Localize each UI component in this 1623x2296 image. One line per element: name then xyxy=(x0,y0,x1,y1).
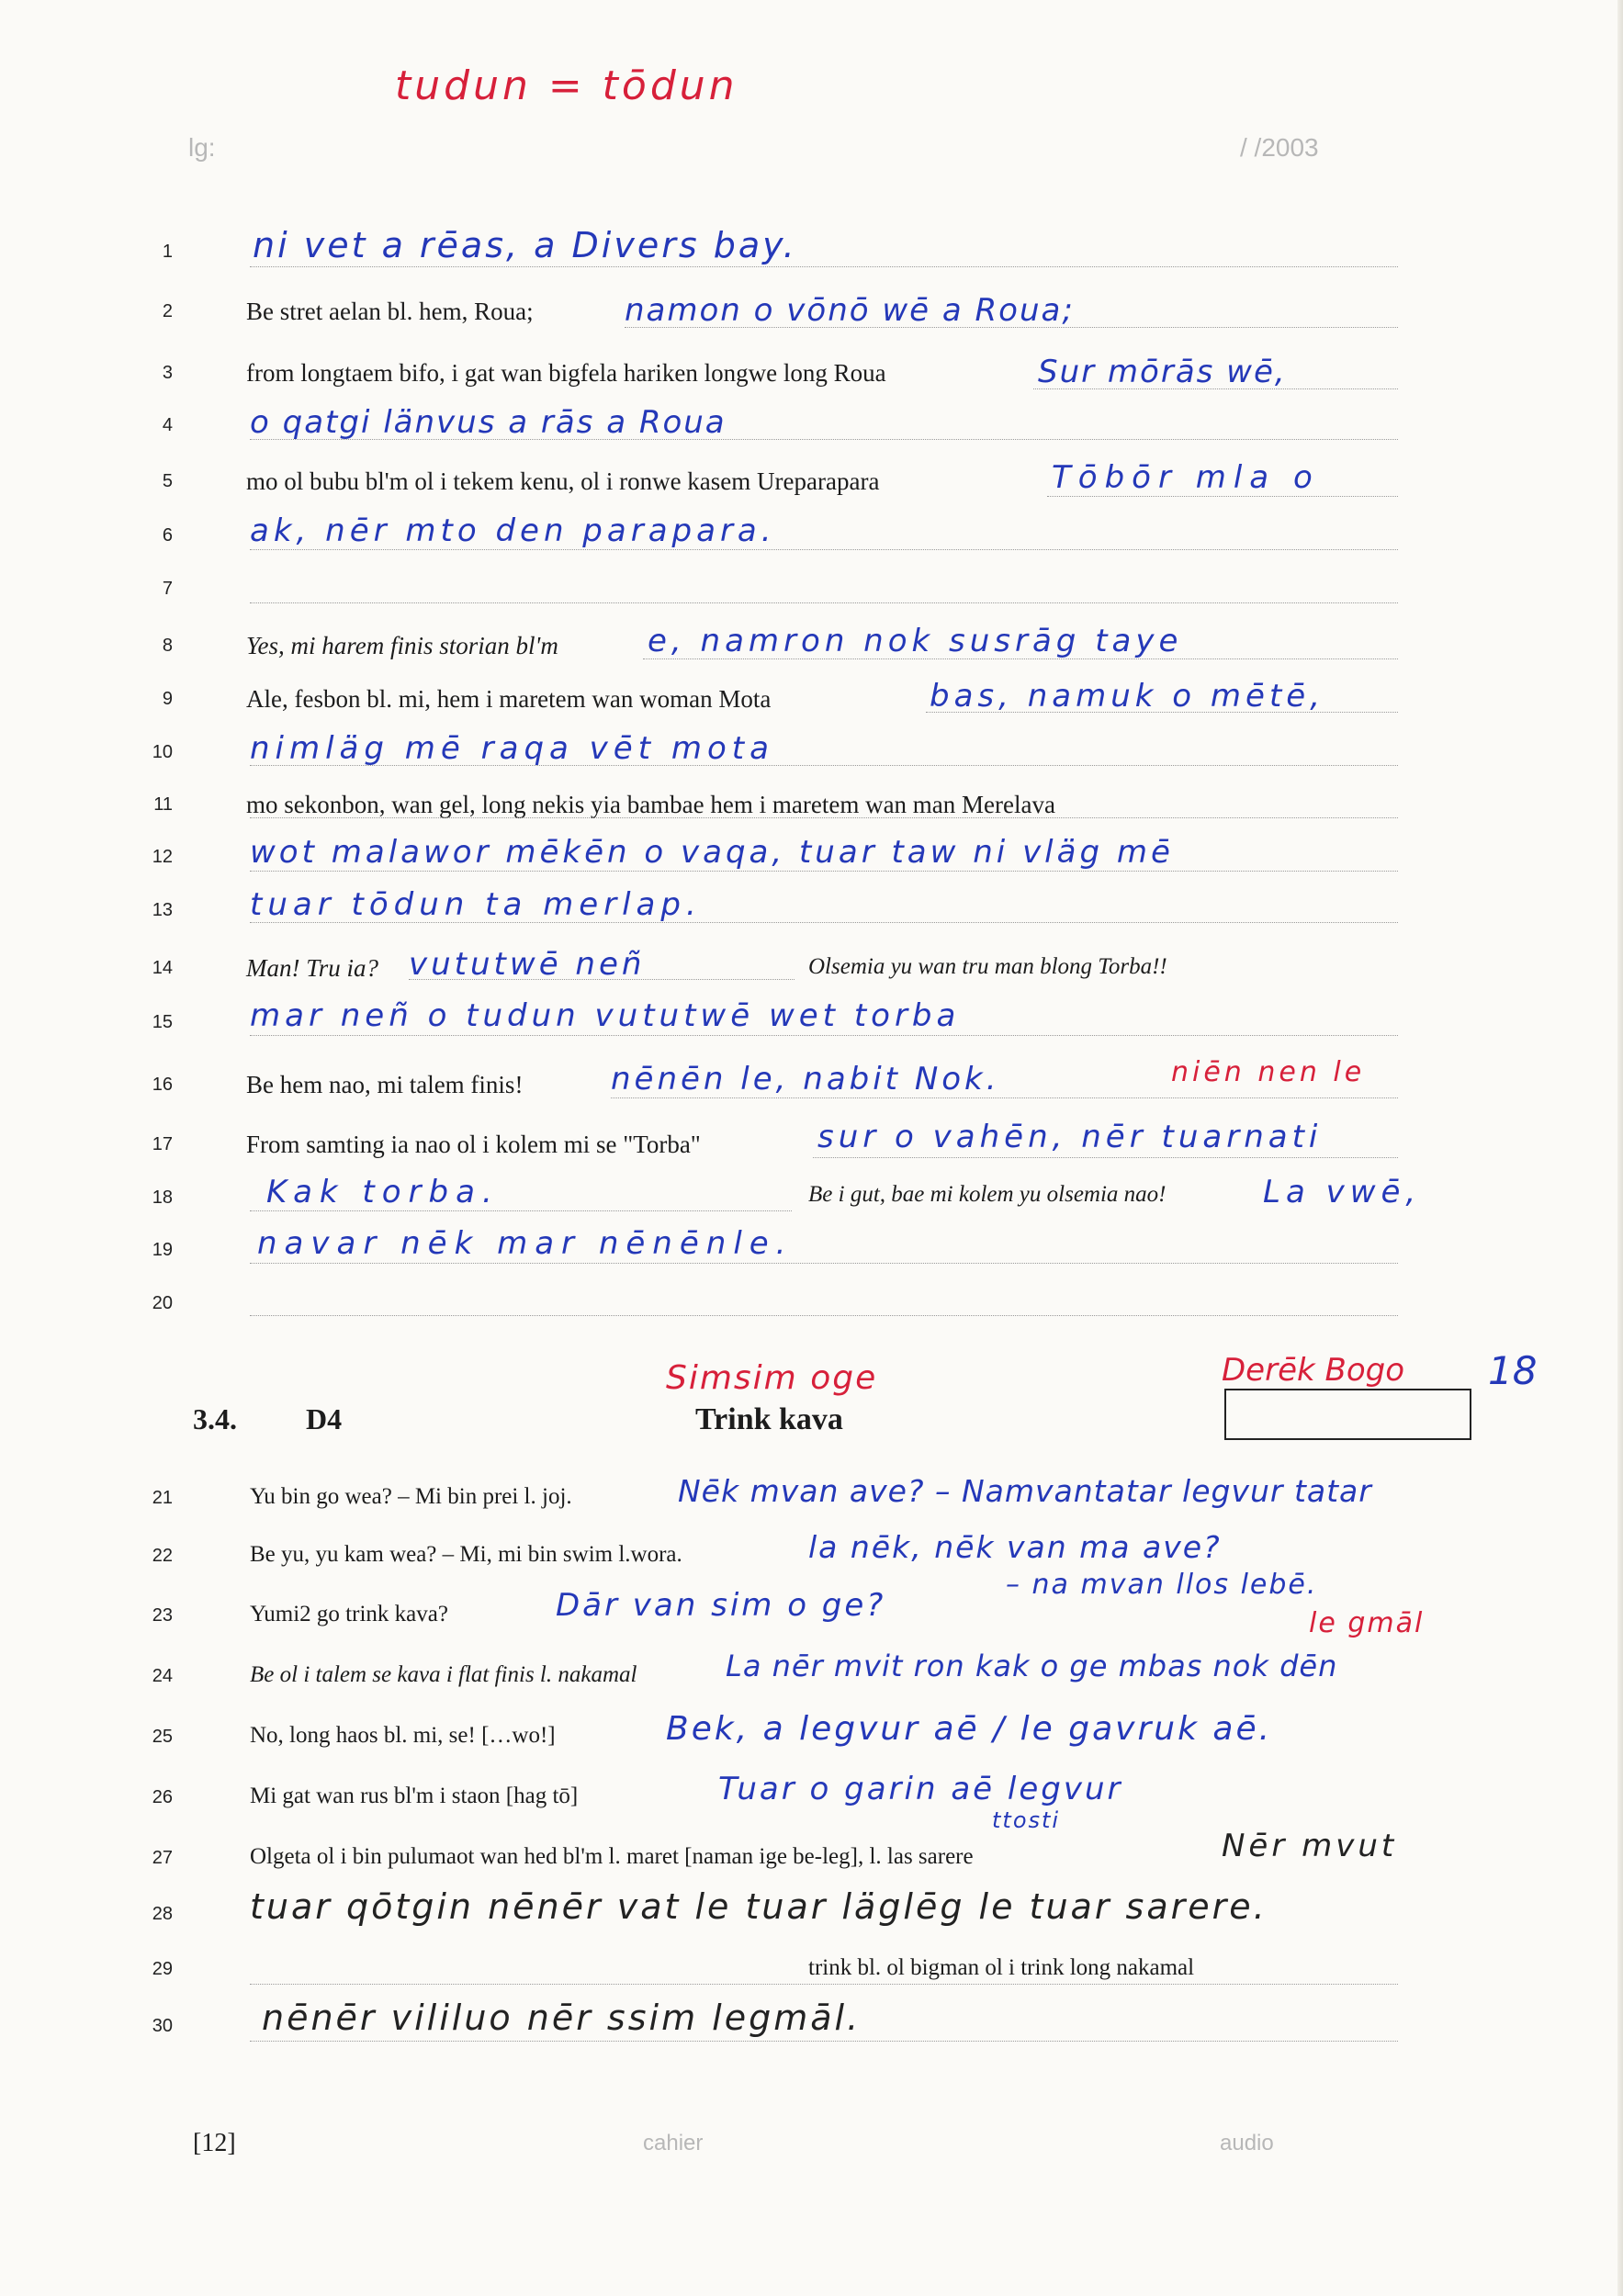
line-number: 22 xyxy=(152,1546,173,1566)
line-number: 23 xyxy=(152,1605,173,1626)
title-annotation: Simsim oge xyxy=(666,1359,878,1397)
ruled-line xyxy=(250,765,1398,766)
ruled-line xyxy=(250,1984,1398,1985)
line-number: 7 xyxy=(162,579,173,599)
handwritten-line: Nēk mvan ave? – Namvantatar legvur tatar xyxy=(678,1473,1372,1509)
handwritten-correction: ttosti xyxy=(992,1807,1061,1833)
ruled-line xyxy=(250,1210,792,1211)
handwritten-line: bas, namuk o mētē, xyxy=(930,678,1324,715)
ruled-line xyxy=(250,1263,1398,1264)
ruled-line xyxy=(926,712,1398,713)
handwritten-line: sur o vahēn, nēr tuarnati xyxy=(817,1119,1323,1155)
ruled-line xyxy=(643,658,1398,659)
tab-audio: audio xyxy=(1220,2131,1274,2155)
ruled-line xyxy=(813,1157,1398,1158)
line-number: 30 xyxy=(152,2016,173,2036)
page-number: [12] xyxy=(193,2129,236,2157)
printed-line-aside: Olsemia yu wan tru man blong Torba!! xyxy=(808,954,1167,979)
line-number: 27 xyxy=(152,1848,173,1868)
top-annotation: tudun = tōdun xyxy=(395,62,738,109)
printed-line: Mi gat wan rus bl'm i staon [hag tō] xyxy=(250,1784,579,1808)
printed-line: mo ol bubu bl'm ol i tekem kenu, ol i ronwe kasem Ureparapara xyxy=(246,467,880,495)
ruled-line xyxy=(250,549,1398,550)
line-number: 17 xyxy=(152,1134,173,1154)
line-number: 26 xyxy=(152,1787,173,1807)
line-number: 25 xyxy=(152,1727,173,1747)
handwritten-line: Sur mōrās wē, xyxy=(1038,354,1287,390)
section-code: D4 xyxy=(306,1402,343,1435)
handwritten-line-aside: La vwē, xyxy=(1263,1174,1422,1210)
line-number: 28 xyxy=(152,1904,173,1924)
handwritten-line: nēnēr vililuo nēr ssim legmāl. xyxy=(262,1998,862,2038)
ruled-line xyxy=(250,439,1398,440)
line-number: 2 xyxy=(162,301,173,321)
line-number: 24 xyxy=(152,1666,173,1686)
date-field: / /2003 xyxy=(1240,133,1319,162)
line-number: 9 xyxy=(162,689,173,709)
handwritten-line: e, namron nok susrāg taye xyxy=(648,623,1183,659)
ruled-line xyxy=(250,602,1398,603)
line-number: 3 xyxy=(162,363,173,383)
printed-line: Man! Tru ia? xyxy=(246,954,379,982)
printed-line: from longtaem bifo, i gat wan bigfela hariken longwe long Roua xyxy=(246,359,886,387)
ruled-line xyxy=(250,2041,1398,2042)
ruled-line xyxy=(250,1315,1398,1316)
lg-label: lg: xyxy=(188,133,216,162)
line-number: 14 xyxy=(152,958,173,978)
line-number: 16 xyxy=(152,1075,173,1095)
handwritten-line: Nēr mvut xyxy=(1222,1828,1398,1864)
speaker-name: Derēk Bogo xyxy=(1222,1352,1405,1389)
line-number: 10 xyxy=(152,742,173,762)
line-number: 19 xyxy=(152,1240,173,1260)
handwritten-line: wot malawor mēkēn o vaqa, tuar taw ni vläg mē xyxy=(250,834,1174,871)
ruled-line xyxy=(611,1097,1398,1098)
ruled-line xyxy=(250,817,1398,818)
handwritten-line: ak, nēr mto den parapara. xyxy=(250,512,776,549)
handwritten-correction: le gmāl xyxy=(1309,1607,1425,1639)
line-number: 29 xyxy=(152,1959,173,1979)
ruled-line xyxy=(250,871,1398,872)
printed-line: Be hem nao, mi talem finis! xyxy=(246,1071,524,1098)
line-number: 1 xyxy=(162,242,173,262)
handwritten-line: Tōbōr mla o xyxy=(1052,459,1320,496)
line-number: 15 xyxy=(152,1012,173,1032)
handwritten-line: tuar tōdun ta merlap. xyxy=(250,886,702,923)
ruled-line xyxy=(250,1035,1398,1036)
handwritten-line: Kak torba. xyxy=(266,1174,500,1210)
line-number: 4 xyxy=(162,415,173,435)
line-number: 11 xyxy=(153,794,173,815)
printed-line: Olgeta ol i bin pulumaot wan hed bl'm l. maret [naman ige be-leg], l. las sarere xyxy=(250,1844,974,1869)
line-number: 5 xyxy=(162,471,173,491)
handwritten-line: mar neñ o tudun vututwē wet torba xyxy=(250,997,961,1034)
line-number: 6 xyxy=(162,525,173,546)
printed-line: Yu bin go wea? – Mi bin prei l. joj. xyxy=(250,1484,572,1509)
printed-line: From samting ia nao ol i kolem mi se "Torba" xyxy=(246,1131,701,1158)
ruled-line xyxy=(409,979,795,980)
printed-line: No, long haos bl. mi, se! […wo!] xyxy=(250,1723,556,1748)
handwritten-line: Bek, a legvur aē / le gavruk aē. xyxy=(666,1710,1273,1748)
ruled-line xyxy=(250,266,1398,267)
line-number: 13 xyxy=(152,900,173,920)
ruled-line xyxy=(1047,496,1398,497)
handwritten-line: Tuar o garin aē legvur xyxy=(718,1771,1123,1807)
printed-line: trink bl. ol bigman ol i trink long nakamal xyxy=(808,1955,1195,1980)
line-number: 8 xyxy=(162,636,173,656)
ruled-line xyxy=(625,327,1398,328)
ruled-line xyxy=(1033,388,1398,389)
printed-line: Yumi2 go trink kava? xyxy=(250,1602,448,1626)
tab-cahier: cahier xyxy=(643,2131,704,2155)
ruled-line xyxy=(250,922,1398,923)
handwritten-line: nimläg mē raqa vēt mota xyxy=(250,730,774,767)
line-number: 12 xyxy=(152,847,173,867)
speaker-number: 18 xyxy=(1488,1348,1538,1393)
handwritten-line: ni vet a rēas, a Divers bay. xyxy=(253,225,797,265)
printed-line: Ale, fesbon bl. mi, hem i maretem wan woman Mota xyxy=(246,685,772,713)
handwritten-line: La nēr mvit ron kak o ge mbas nok dēn xyxy=(726,1649,1338,1683)
printed-line: Yes, mi harem finis storian bl'm xyxy=(246,632,558,659)
handwritten-line: navar nēk mar nēnēnle. xyxy=(257,1225,794,1262)
line-number: 21 xyxy=(152,1488,173,1508)
line-number: 18 xyxy=(152,1187,173,1208)
handwritten-line: vututwē neñ xyxy=(409,946,646,983)
handwritten-correction: niēn nen le xyxy=(1171,1056,1366,1088)
line-number: 20 xyxy=(152,1293,173,1313)
speaker-box xyxy=(1224,1389,1471,1440)
printed-line-aside: Be i gut, bae mi kolem yu olsemia nao! xyxy=(808,1182,1167,1207)
handwritten-line: namon o vōnō wē a Roua; xyxy=(625,292,1075,329)
section-number: 3.4. xyxy=(193,1402,237,1435)
handwritten-line: o qatgi länvus a rās a Roua xyxy=(250,404,727,441)
page-edge-shadow xyxy=(1617,0,1623,2296)
handwritten-line-aside: – na mvan llos lebē. xyxy=(1006,1569,1318,1601)
handwritten-line: Dār van sim o ge? xyxy=(556,1587,886,1624)
printed-line: Be stret aelan bl. hem, Roua; xyxy=(246,298,534,325)
printed-line: Be ol i talem se kava i flat finis l. nakamal xyxy=(250,1662,637,1687)
section-title: Trink kava xyxy=(695,1402,843,1436)
printed-line: Be yu, yu kam wea? – Mi, mi bin swim l.wora. xyxy=(250,1542,682,1567)
handwritten-line: tuar qōtgin nēnēr vat le tuar läglēg le tuar sarere. xyxy=(250,1886,1268,1927)
handwritten-line: nēnēn le, nabit Nok. xyxy=(611,1061,1000,1097)
handwritten-line: la nēk, nēk van ma ave? xyxy=(808,1529,1222,1565)
printed-line: mo sekonbon, wan gel, long nekis yia bambae hem i maretem wan man Merelava xyxy=(246,791,1055,818)
